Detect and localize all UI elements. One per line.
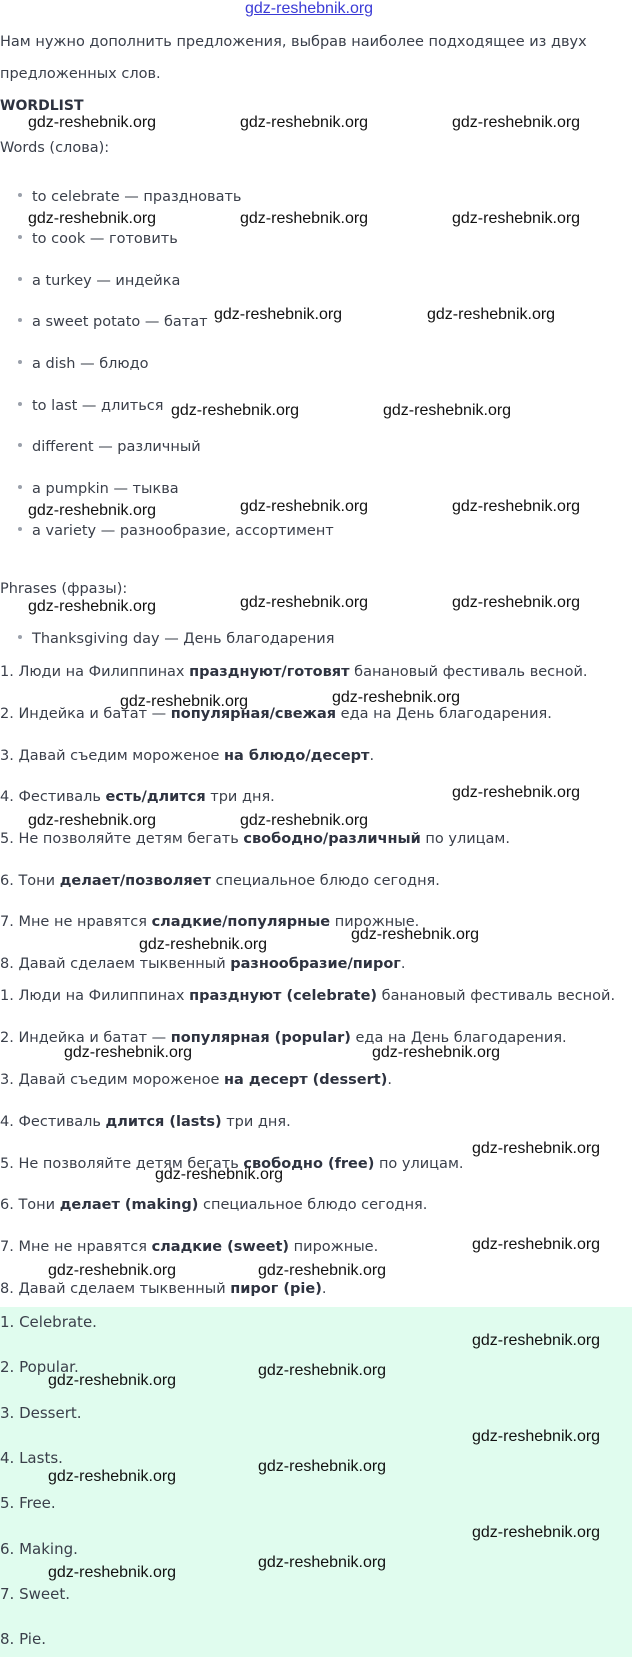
solution-line: 6. Тони делает (making) специальное блюдо сегодня.: [0, 1197, 428, 1213]
watermark-text: gdz-reshebnik.org: [452, 114, 581, 131]
word-item: to celebrate — праздновать: [18, 189, 241, 205]
watermark-text: gdz-reshebnik.org: [452, 594, 581, 611]
solution-line: 4. Фестиваль длится (lasts) три дня.: [0, 1114, 291, 1130]
watermark-text: gdz-reshebnik.org: [28, 812, 157, 829]
watermark-text: gdz-reshebnik.org: [258, 1458, 387, 1475]
watermark-text: gdz-reshebnik.org: [472, 1524, 601, 1541]
watermark-text: gdz-reshebnik.org: [48, 1262, 177, 1279]
phrases-label: Phrases (фразы):: [0, 581, 128, 597]
bullet-icon: [18, 485, 22, 489]
bullet-icon: [18, 235, 22, 239]
solution-line: 8. Давай сделаем тыквенный пирог (pie).: [0, 1281, 327, 1297]
wordlist-title: WORDLIST: [0, 98, 84, 114]
intro-line-1: Нам нужно дополнить предложения, выбрав наиболее подходящее из двух: [0, 34, 587, 50]
watermark-text: gdz-reshebnik.org: [28, 502, 157, 519]
intro-line-2: предложенных слов.: [0, 66, 161, 82]
question-line: 4. Фестиваль есть/длится три дня.: [0, 789, 275, 805]
answer-item: 4. Lasts.: [0, 1449, 63, 1467]
watermark-text: gdz-reshebnik.org: [214, 306, 343, 323]
watermark-text: gdz-reshebnik.org: [472, 1332, 601, 1349]
bullet-icon: [18, 402, 22, 406]
question-line: 6. Тони делает/позволяет специальное блюдо сегодня.: [0, 873, 440, 889]
watermark-text: gdz-reshebnik.org: [240, 210, 369, 227]
watermark-text: gdz-reshebnik.org: [240, 812, 369, 829]
bullet-icon: [18, 360, 22, 364]
watermark-text: gdz-reshebnik.org: [240, 594, 369, 611]
solution-line: 7. Мне не нравятся сладкие (sweet) пирожные.: [0, 1239, 379, 1255]
word-item: a turkey — индейка: [18, 273, 180, 289]
answer-item: 8. Pie.: [0, 1630, 46, 1648]
solution-line: 2. Индейка и батат — популярная (popular) еда на День благодарения.: [0, 1030, 567, 1046]
word-item: a sweet potato — батат: [18, 314, 208, 330]
watermark-text: gdz-reshebnik.org: [372, 1044, 501, 1061]
watermark-text: gdz-reshebnik.org: [472, 1428, 601, 1445]
question-line: 2. Индейка и батат — популярная/свежая еда на День благодарения.: [0, 706, 552, 722]
watermark-text: gdz-reshebnik.org: [258, 1262, 387, 1279]
word-item: a dish — блюдо: [18, 356, 149, 372]
watermark-text: gdz-reshebnik.org: [240, 114, 369, 131]
question-line: 7. Мне не нравятся сладкие/популярные пирожные.: [0, 914, 420, 930]
question-line: 3. Давай съедим мороженое на блюдо/десерт.: [0, 748, 375, 764]
bullet-icon: [18, 527, 22, 531]
answer-item: 2. Popular.: [0, 1358, 79, 1376]
word-item: to last — длиться: [18, 398, 163, 414]
question-line: 5. Не позволяйте детям бегать свободно/различный по улицам.: [0, 831, 510, 847]
word-item: a pumpkin — тыква: [18, 481, 179, 497]
answer-item: 6. Making.: [0, 1540, 78, 1558]
site-header-link[interactable]: gdz-reshebnik.org: [245, 0, 374, 17]
answer-item: 1. Celebrate.: [0, 1313, 97, 1331]
bullet-icon: [18, 443, 22, 447]
watermark-text: gdz-reshebnik.org: [48, 1564, 177, 1581]
watermark-text: gdz-reshebnik.org: [28, 114, 157, 131]
answer-item: 3. Dessert.: [0, 1404, 82, 1422]
watermark-text: gdz-reshebnik.org: [332, 689, 461, 706]
bullet-icon: [18, 635, 22, 639]
question-line: 1. Люди на Филиппинах празднуют/готовят банановый фестиваль весной.: [0, 664, 588, 680]
word-item: to cook — готовить: [18, 231, 178, 247]
watermark-text: gdz-reshebnik.org: [452, 498, 581, 515]
watermark-text: gdz-reshebnik.org: [452, 784, 581, 801]
watermark-text: gdz-reshebnik.org: [48, 1468, 177, 1485]
solution-line: 3. Давай съедим мороженое на десерт (dessert).: [0, 1072, 392, 1088]
watermark-text: gdz-reshebnik.org: [139, 936, 268, 953]
bullet-icon: [18, 318, 22, 322]
watermark-text: gdz-reshebnik.org: [48, 1372, 177, 1389]
solution-line: 5. Не позволяйте детям бегать свободно (free) по улицам.: [0, 1156, 464, 1172]
word-item: a variety — разнообразие, ассортимент: [18, 523, 334, 539]
bullet-icon: [18, 277, 22, 281]
watermark-text: gdz-reshebnik.org: [28, 598, 157, 615]
watermark-text: gdz-reshebnik.org: [258, 1554, 387, 1571]
watermark-text: gdz-reshebnik.org: [452, 210, 581, 227]
watermark-text: gdz-reshebnik.org: [120, 693, 249, 710]
question-line: 8. Давай сделаем тыквенный разнообразие/пирог.: [0, 956, 406, 972]
word-item: different — различный: [18, 439, 201, 455]
answer-item: 5. Free.: [0, 1494, 56, 1512]
answer-item: 7. Sweet.: [0, 1585, 70, 1603]
watermark-text: gdz-reshebnik.org: [28, 210, 157, 227]
watermark-text: gdz-reshebnik.org: [155, 1166, 284, 1183]
watermark-text: gdz-reshebnik.org: [427, 306, 556, 323]
watermark-text: gdz-reshebnik.org: [351, 926, 480, 943]
watermark-text: gdz-reshebnik.org: [383, 402, 512, 419]
watermark-text: gdz-reshebnik.org: [171, 402, 300, 419]
watermark-text: gdz-reshebnik.org: [258, 1362, 387, 1379]
solution-line: 1. Люди на Филиппинах празднуют (celebrate) банановый фестиваль весной.: [0, 988, 616, 1004]
watermark-text: gdz-reshebnik.org: [240, 498, 369, 515]
bullet-icon: [18, 193, 22, 197]
watermark-text: gdz-reshebnik.org: [472, 1140, 601, 1157]
phrase-item: Thanksgiving day — День благодарения: [18, 631, 334, 647]
watermark-text: gdz-reshebnik.org: [64, 1044, 193, 1061]
words-label: Words (слова):: [0, 140, 110, 156]
watermark-text: gdz-reshebnik.org: [472, 1236, 601, 1253]
